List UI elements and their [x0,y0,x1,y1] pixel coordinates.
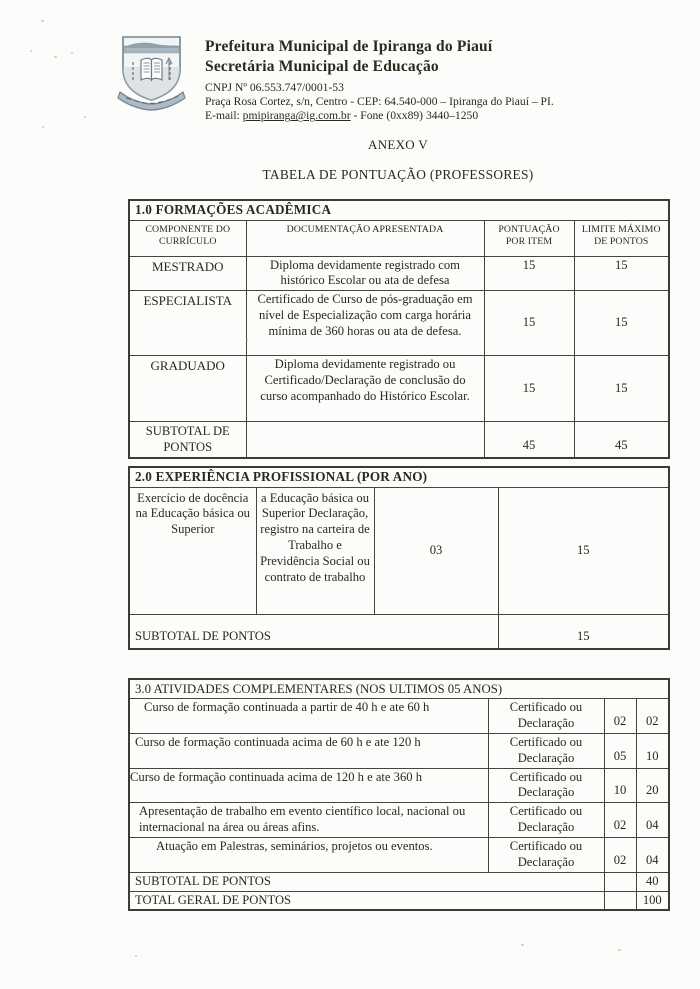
scan-speck [618,949,621,951]
anexo-title: ANEXO V [368,137,428,152]
documento-cell: Certificado ou Declaração [488,837,604,872]
table-row [129,356,669,422]
subtotal-value: 15 [498,614,669,649]
scan-speck [246,339,248,341]
letterhead [205,37,675,124]
org-name-line2: Secretária Municipal de Educação [205,57,439,75]
scan-speck [30,50,32,52]
documentacao-cell: Diploma devidamente registrado ou Certificado/Declaração de conclusão do curso acompanhado do Histórico Escolar. [246,356,484,422]
subtotal-row [129,872,669,891]
table1-header-componente: COMPONENTE DO CURRÍCULO [129,220,246,256]
address-line: Praça Rosa Cortez, s/n, Centro - CEP: 64.540-000 – Ipiranga do Piauí – PI. [205,95,554,109]
subtotal-pontuacao: 45 [484,422,574,458]
scan-speck [135,955,137,957]
descricao-cell: Curso de formação continuada a partir de 40 h e ate 60 h [129,699,488,734]
scan-speck [42,126,44,128]
limite-cell: 20 [636,768,669,803]
pontuacao-cell: 10 [604,768,636,803]
descricao-cell: Apresentação de trabalho em evento científico local, nacional ou internacional na área ou áreas afins. [129,803,488,838]
table-atividades-complementares [128,678,670,911]
org-name-line1: Prefeitura Municipal de Ipiranga do Piauí [205,38,493,55]
empty-cell [604,872,636,891]
scan-speck [71,52,73,54]
total-value: 100 [636,891,669,910]
componente-cell: GRADUADO [129,356,246,422]
email-phone-line [205,109,675,123]
table-row [129,699,669,734]
limite-cell: 15 [574,356,669,422]
pontuacao-cell: 02 [604,837,636,872]
scan-speck [54,56,57,58]
pontuacao-cell: 02 [604,803,636,838]
table-row [129,487,669,614]
table3-title: 3.0 ATIVIDADES COMPLEMENTARES (NOS ULTIMOS 05 ANOS) [129,679,669,699]
documento-cell: Certificado ou Declaração [488,733,604,768]
table1-header-documentacao: DOCUMENTAÇÃO APRESENTADA [246,220,484,256]
table-row [129,768,669,803]
componente-cell: Exercício de docência na Educação básica ou Superior [129,487,256,614]
table-row [129,803,669,838]
componente-cell: MESTRADO [129,256,246,291]
documento-cell: Certificado ou Declaração [488,768,604,803]
documentacao-cell: Certificado de Curso de pós-graduação em nível de Especialização com carga horária mínima de 360 horas ou ata de defesa. [246,291,484,356]
table1-header-pontuacao: PONTUAÇÃO POR ITEM [484,220,574,256]
table2-title: 2.0 EXPERIÊNCIA PROFISSIONAL (POR ANO) [129,467,669,487]
pontuacao-cell: 15 [484,291,574,356]
cnpj-line: CNPJ Nº 06.553.747/0001-53 [205,80,344,94]
documento-cell: Certificado ou Declaração [488,699,604,734]
municipal-coat-of-arms-icon [116,34,188,112]
documentacao-cell: Diploma devidamente registrado com histórico Escolar ou ata de defesa [246,256,484,291]
limite-cell: 04 [636,837,669,872]
descricao-cell: Curso de formação continuada acima de 120 h e ate 360 h [129,768,488,803]
table-row [129,291,669,356]
documentacao-cell: a Educação básica ou Superior Declaração, registro na carteira de Trabalho e Previdência Social ou contrato de trabalho [256,487,374,614]
documento-cell: Certificado ou Declaração [488,803,604,838]
subtotal-row [129,614,669,649]
subtotal-limite: 45 [574,422,669,458]
pontuacao-cell: 03 [374,487,498,614]
table1-title: 1.0 FORMAÇÕES ACADÊMICA [129,200,669,220]
limite-cell: 04 [636,803,669,838]
empty-cell [604,891,636,910]
pontuacao-cell: 15 [484,256,574,291]
pontuacao-cell: 02 [604,699,636,734]
table-row [129,837,669,872]
table-experiencia-profissional [128,466,670,650]
pontuacao-cell: 15 [484,356,574,422]
limite-cell: 10 [636,733,669,768]
componente-cell: ESPECIALISTA [129,291,246,356]
limite-cell: 15 [574,256,669,291]
limite-cell: 02 [636,699,669,734]
total-row [129,891,669,910]
subtotal-label: SUBTOTAL DE PONTOS [129,872,604,891]
table1-header-limite: LIMITE MÁXIMO DE PONTOS [574,220,669,256]
document-title: TABELA DE PONTUAÇÃO (PROFESSORES) [262,167,534,182]
table-row [129,733,669,768]
empty-cell [246,422,484,458]
email-label: E-mail: [205,109,243,123]
subtotal-label: SUBTOTAL DE PONTOS [129,614,498,649]
phone-number: - Fone (0xx89) 3440–1250 [350,109,479,123]
limite-cell: 15 [498,487,669,614]
subtotal-value: 40 [636,872,669,891]
subtotal-row [129,422,669,458]
scan-speck [41,20,44,22]
descricao-cell: Curso de formação continuada acima de 60 h e ate 120 h [129,733,488,768]
descricao-cell: Atuação em Palestras, seminários, projetos ou eventos. [129,837,488,872]
scan-speck [84,116,86,118]
pontuacao-cell: 05 [604,733,636,768]
table-formacoes-academica [128,199,670,459]
total-label: TOTAL GERAL DE PONTOS [129,891,604,910]
limite-cell: 15 [574,291,669,356]
scan-speck [521,944,524,946]
email-address: pmipiranga@ig.com.br [242,109,351,123]
table-row [129,256,669,291]
subtotal-label: SUBTOTAL DE PONTOS [129,422,246,458]
